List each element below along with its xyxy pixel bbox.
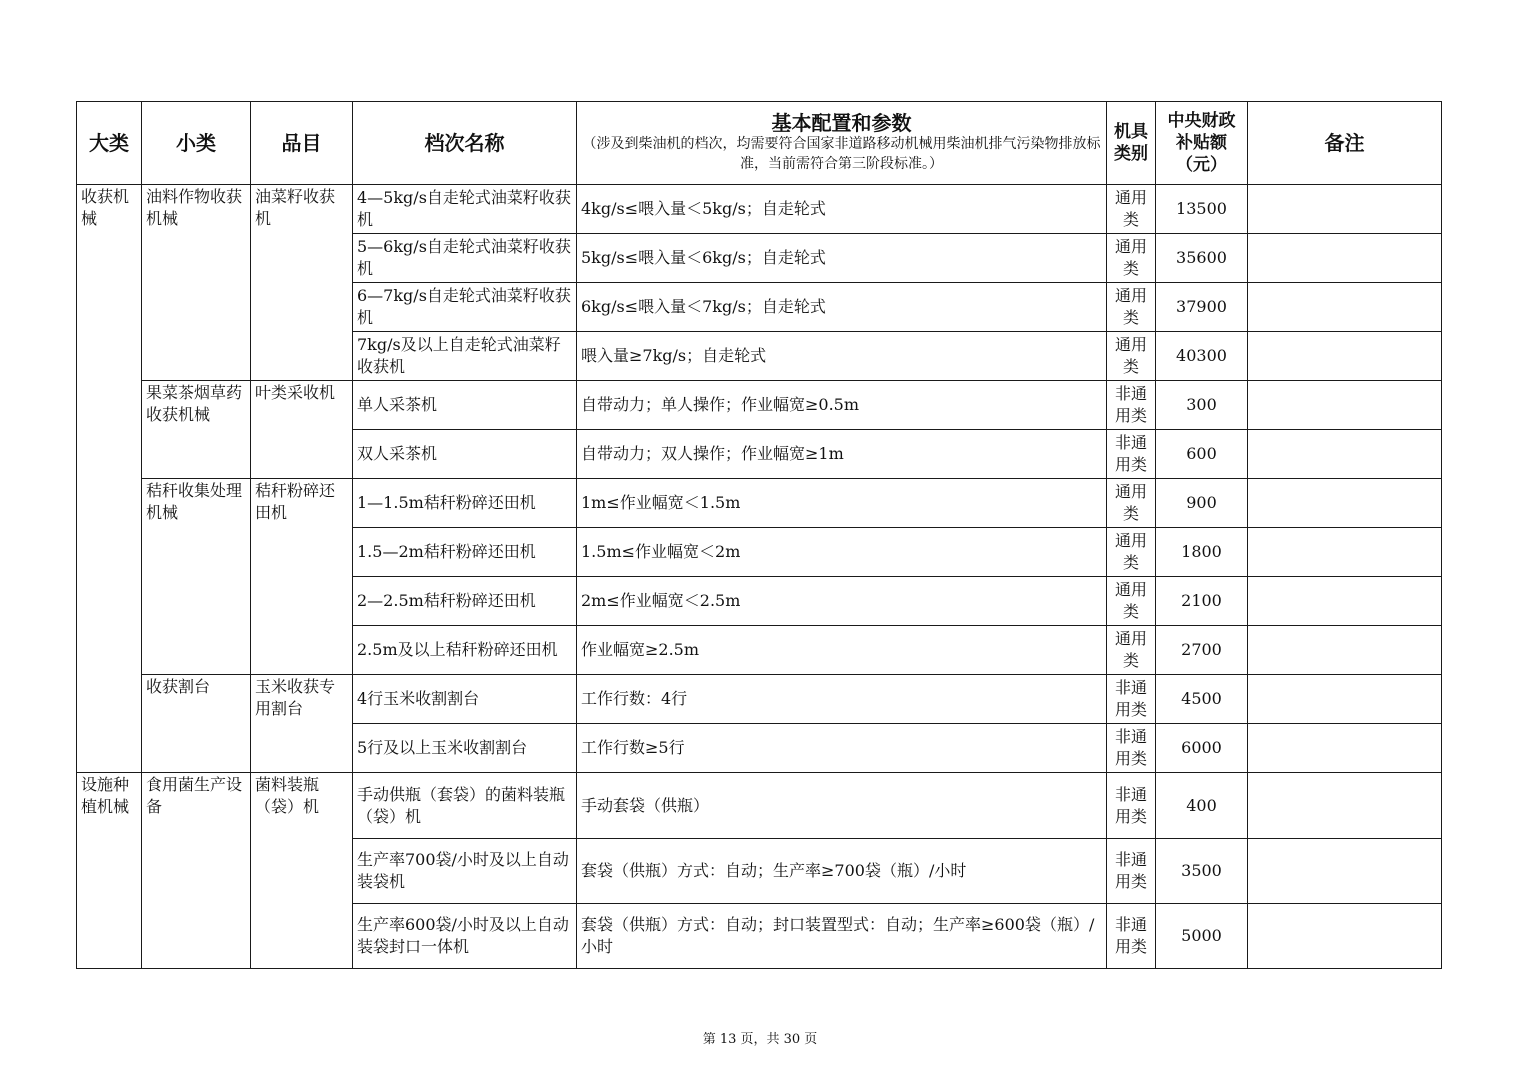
cell-grade: 5行及以上玉米收割割台 (353, 724, 577, 773)
cell-params: 1m≤作业幅宽＜1.5m (577, 479, 1107, 528)
cell-subsidy: 2100 (1156, 577, 1248, 626)
cell-major: 设施种植机械 (77, 773, 142, 969)
cell-remarks (1248, 773, 1442, 839)
cell-subsidy: 600 (1156, 430, 1248, 479)
cell-remarks (1248, 577, 1442, 626)
cell-grade: 双人采茶机 (353, 430, 577, 479)
cell-params: 套袋（供瓶）方式：自动；封口装置型式：自动；生产率≥600袋（瓶）/小时 (577, 904, 1107, 969)
cell-remarks (1248, 479, 1442, 528)
cell-machine-type: 非通用类 (1107, 773, 1156, 839)
cell-subsidy: 5000 (1156, 904, 1248, 969)
table-row (77, 675, 1442, 724)
cell-grade: 1.5—2m秸秆粉碎还田机 (353, 528, 577, 577)
header-subsidy: 中央财政补贴额（元） (1156, 102, 1248, 185)
cell-remarks (1248, 528, 1442, 577)
cell-subsidy: 6000 (1156, 724, 1248, 773)
cell-minor: 食用菌生产设备 (142, 773, 251, 969)
cell-minor: 果菜茶烟草药收获机械 (142, 381, 251, 479)
header-grade: 档次名称 (353, 102, 577, 185)
table-header-row (77, 102, 1442, 185)
cell-minor: 油料作物收获机械 (142, 185, 251, 381)
table-row (77, 185, 1442, 234)
cell-item: 秸秆粉碎还田机 (251, 479, 353, 675)
cell-remarks (1248, 185, 1442, 234)
cell-remarks (1248, 839, 1442, 904)
cell-params: 喂入量≥7kg/s；自走轮式 (577, 332, 1107, 381)
cell-major: 收获机械 (77, 185, 142, 773)
cell-params: 1.5m≤作业幅宽＜2m (577, 528, 1107, 577)
header-remarks: 备注 (1248, 102, 1442, 185)
cell-params: 手动套袋（供瓶） (577, 773, 1107, 839)
cell-machine-type: 非通用类 (1107, 839, 1156, 904)
cell-grade: 单人采茶机 (353, 381, 577, 430)
cell-remarks (1248, 626, 1442, 675)
cell-subsidy: 35600 (1156, 234, 1248, 283)
cell-params: 4kg/s≤喂入量＜5kg/s；自走轮式 (577, 185, 1107, 234)
cell-remarks (1248, 283, 1442, 332)
cell-machine-type: 通用类 (1107, 528, 1156, 577)
cell-subsidy: 3500 (1156, 839, 1248, 904)
cell-remarks (1248, 234, 1442, 283)
table-row (77, 381, 1442, 430)
table-row (77, 479, 1442, 528)
cell-params: 作业幅宽≥2.5m (577, 626, 1107, 675)
cell-machine-type: 通用类 (1107, 577, 1156, 626)
cell-remarks (1248, 430, 1442, 479)
cell-grade: 手动供瓶（套袋）的菌料装瓶（袋）机 (353, 773, 577, 839)
cell-grade: 6—7kg/s自走轮式油菜籽收获机 (353, 283, 577, 332)
cell-grade: 7kg/s及以上自走轮式油菜籽收获机 (353, 332, 577, 381)
cell-remarks (1248, 332, 1442, 381)
cell-machine-type: 通用类 (1107, 332, 1156, 381)
header-params-title: 基本配置和参数 (771, 111, 912, 135)
cell-remarks (1248, 724, 1442, 773)
cell-machine-type: 非通用类 (1107, 724, 1156, 773)
header-item: 品目 (251, 102, 353, 185)
header-machine-type: 机具类别 (1107, 102, 1156, 185)
cell-subsidy: 1800 (1156, 528, 1248, 577)
cell-subsidy: 2700 (1156, 626, 1248, 675)
page-number: 第 13 页，共 30 页 (702, 1032, 818, 1047)
cell-machine-type: 通用类 (1107, 479, 1156, 528)
cell-minor: 秸秆收集处理机械 (142, 479, 251, 675)
subsidy-table (76, 101, 1442, 969)
cell-params: 5kg/s≤喂入量＜6kg/s；自走轮式 (577, 234, 1107, 283)
cell-subsidy: 900 (1156, 479, 1248, 528)
cell-params: 6kg/s≤喂入量＜7kg/s；自走轮式 (577, 283, 1107, 332)
cell-grade: 2.5m及以上秸秆粉碎还田机 (353, 626, 577, 675)
cell-remarks (1248, 675, 1442, 724)
cell-grade: 4—5kg/s自走轮式油菜籽收获机 (353, 185, 577, 234)
cell-grade: 5—6kg/s自走轮式油菜籽收获机 (353, 234, 577, 283)
cell-params: 自带动力；单人操作；作业幅宽≥0.5m (577, 381, 1107, 430)
cell-machine-type: 非通用类 (1107, 904, 1156, 969)
cell-params: 工作行数：4行 (577, 675, 1107, 724)
cell-grade: 4行玉米收割割台 (353, 675, 577, 724)
cell-grade: 生产率600袋/小时及以上自动装袋封口一体机 (353, 904, 577, 969)
header-params-note: （涉及到柴油机的档次，均需要符合国家非道路移动机械用柴油机排气污染物排放标准，当前需符合第三阶段标准。） (582, 136, 1101, 172)
cell-machine-type: 通用类 (1107, 283, 1156, 332)
cell-params: 自带动力；双人操作；作业幅宽≥1m (577, 430, 1107, 479)
cell-machine-type: 非通用类 (1107, 430, 1156, 479)
cell-machine-type: 通用类 (1107, 185, 1156, 234)
cell-item: 菌料装瓶（袋）机 (251, 773, 353, 969)
cell-subsidy: 13500 (1156, 185, 1248, 234)
cell-subsidy: 40300 (1156, 332, 1248, 381)
table-row (77, 773, 1442, 839)
cell-minor: 收获割台 (142, 675, 251, 773)
cell-grade: 生产率700袋/小时及以上自动装袋机 (353, 839, 577, 904)
cell-item: 油菜籽收获机 (251, 185, 353, 381)
header-major: 大类 (77, 102, 142, 185)
header-params (577, 102, 1107, 185)
cell-machine-type: 非通用类 (1107, 675, 1156, 724)
cell-grade: 1—1.5m秸秆粉碎还田机 (353, 479, 577, 528)
cell-machine-type: 通用类 (1107, 626, 1156, 675)
cell-remarks (1248, 904, 1442, 969)
cell-machine-type: 非通用类 (1107, 381, 1156, 430)
header-minor: 小类 (142, 102, 251, 185)
cell-params: 套袋（供瓶）方式：自动；生产率≥700袋（瓶）/小时 (577, 839, 1107, 904)
cell-subsidy: 400 (1156, 773, 1248, 839)
cell-subsidy: 4500 (1156, 675, 1248, 724)
cell-item: 叶类采收机 (251, 381, 353, 479)
cell-params: 2m≤作业幅宽＜2.5m (577, 577, 1107, 626)
cell-subsidy: 300 (1156, 381, 1248, 430)
cell-subsidy: 37900 (1156, 283, 1248, 332)
cell-machine-type: 通用类 (1107, 234, 1156, 283)
cell-item: 玉米收获专用割台 (251, 675, 353, 773)
cell-params: 工作行数≥5行 (577, 724, 1107, 773)
cell-remarks (1248, 381, 1442, 430)
cell-grade: 2—2.5m秸秆粉碎还田机 (353, 577, 577, 626)
